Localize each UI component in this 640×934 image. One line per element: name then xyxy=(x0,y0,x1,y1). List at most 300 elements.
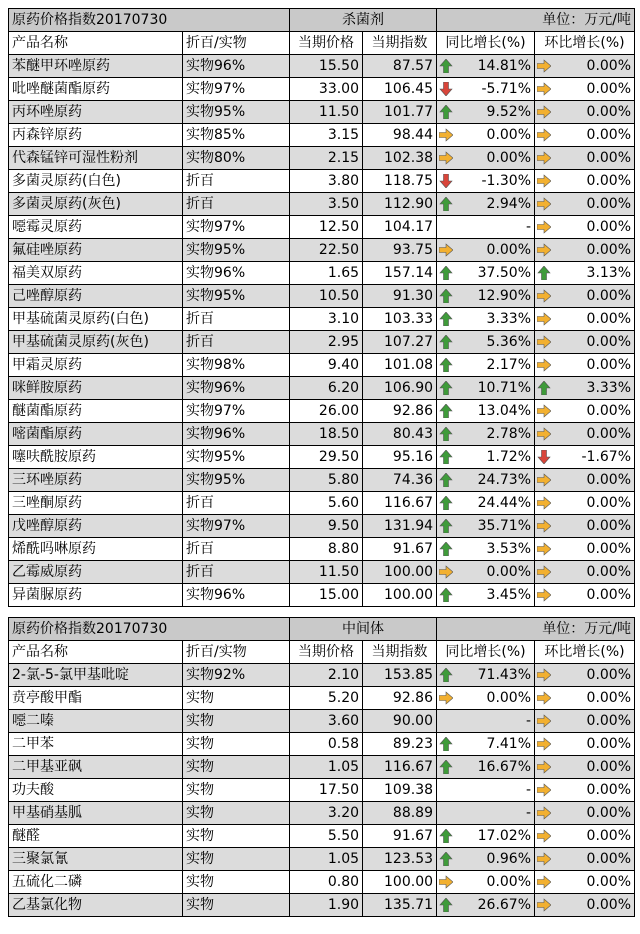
product-type: 实物96% xyxy=(183,262,290,285)
arrow-right-icon xyxy=(537,496,551,510)
current-price: 1.05 xyxy=(290,756,363,779)
yoy-cell xyxy=(437,687,535,710)
mom-value: 0.00% xyxy=(586,828,632,844)
yoy-cell xyxy=(437,308,535,331)
yoy-cell xyxy=(437,469,535,492)
current-index: 101.08 xyxy=(363,354,437,377)
arrow-up-icon xyxy=(439,266,453,280)
table-row xyxy=(9,733,635,756)
product-type: 实物85% xyxy=(183,124,290,147)
yoy-value: 7.41% xyxy=(486,736,532,752)
current-price: 29.50 xyxy=(290,446,363,469)
current-index: 135.71 xyxy=(363,894,437,917)
product-type: 实物96% xyxy=(183,55,290,78)
current-price: 5.60 xyxy=(290,492,363,515)
product-type: 实物 xyxy=(183,756,290,779)
mom-cell xyxy=(535,124,635,147)
mom-cell xyxy=(535,262,635,285)
current-price: 18.50 xyxy=(290,423,363,446)
yoy-value: - xyxy=(525,219,532,235)
product-type: 实物 xyxy=(183,687,290,710)
current-price: 3.20 xyxy=(290,802,363,825)
arrow-up-icon xyxy=(439,473,453,487)
mom-cell xyxy=(535,515,635,538)
mom-value: 0.00% xyxy=(586,150,632,166)
mom-cell xyxy=(535,584,635,607)
yoy-value: 2.17% xyxy=(486,357,532,373)
table-title-row xyxy=(9,618,635,641)
current-index: 91.67 xyxy=(363,825,437,848)
product-name: 咪鲜胺原药 xyxy=(9,377,183,400)
product-type: 折百 xyxy=(183,331,290,354)
arrow-up-icon xyxy=(439,898,453,912)
arrow-right-icon xyxy=(537,174,551,188)
arrow-right-icon xyxy=(537,59,551,73)
arrow-up-icon xyxy=(439,852,453,866)
product-type: 实物80% xyxy=(183,147,290,170)
column-header: 同比增长(%) xyxy=(437,641,535,664)
product-name: 戊唑醇原药 xyxy=(9,515,183,538)
yoy-value: - xyxy=(525,713,532,729)
arrow-up-icon xyxy=(439,427,453,441)
product-name: 噻呋酰胺原药 xyxy=(9,446,183,469)
current-price: 9.50 xyxy=(290,515,363,538)
yoy-cell xyxy=(437,825,535,848)
yoy-value: -5.71% xyxy=(481,81,532,97)
table-title-row xyxy=(9,9,635,32)
mom-value: 3.33% xyxy=(586,380,632,396)
arrow-right-icon xyxy=(537,105,551,119)
mom-cell xyxy=(535,55,635,78)
product-name: 二甲苯 xyxy=(9,733,183,756)
mom-value: 0.00% xyxy=(586,782,632,798)
arrow-up-icon xyxy=(439,289,453,303)
table-row xyxy=(9,239,635,262)
yoy-cell xyxy=(437,354,535,377)
current-index: 123.53 xyxy=(363,848,437,871)
mom-value: 0.00% xyxy=(586,713,632,729)
arrow-up-icon xyxy=(439,760,453,774)
arrow-up-icon xyxy=(439,829,453,843)
yoy-cell xyxy=(437,377,535,400)
current-price: 3.60 xyxy=(290,710,363,733)
product-name: 代森锰锌可湿性粉剂 xyxy=(9,147,183,170)
yoy-value: 0.96% xyxy=(486,851,532,867)
current-price: 9.40 xyxy=(290,354,363,377)
yoy-value: 5.36% xyxy=(486,334,532,350)
current-index: 100.00 xyxy=(363,584,437,607)
current-index: 112.90 xyxy=(363,193,437,216)
table-row xyxy=(9,285,635,308)
table-row xyxy=(9,147,635,170)
arrow-right-icon xyxy=(537,852,551,866)
mom-value: 3.13% xyxy=(586,265,632,281)
yoy-value: 71.43% xyxy=(477,667,532,683)
current-price: 2.95 xyxy=(290,331,363,354)
current-price: 2.15 xyxy=(290,147,363,170)
product-name: 噁霉灵原药 xyxy=(9,216,183,239)
price-index-document xyxy=(8,8,634,917)
product-name: 异菌脲原药 xyxy=(9,584,183,607)
mom-cell xyxy=(535,802,635,825)
mom-value: 0.00% xyxy=(586,690,632,706)
current-price: 3.50 xyxy=(290,193,363,216)
arrow-up-icon xyxy=(439,668,453,682)
product-type: 实物 xyxy=(183,733,290,756)
arrow-right-icon xyxy=(537,519,551,533)
current-index: 106.45 xyxy=(363,78,437,101)
mom-cell xyxy=(535,825,635,848)
table-row xyxy=(9,492,635,515)
product-name: 己唑醇原药 xyxy=(9,285,183,308)
table-row xyxy=(9,848,635,871)
yoy-cell xyxy=(437,124,535,147)
table-intermediates xyxy=(8,617,635,917)
yoy-cell xyxy=(437,561,535,584)
product-name: 福美双原药 xyxy=(9,262,183,285)
arrow-down-icon xyxy=(439,82,453,96)
arrow-right-icon xyxy=(537,197,551,211)
current-price: 11.50 xyxy=(290,101,363,124)
column-header: 同比增长(%) xyxy=(437,32,535,55)
table-row xyxy=(9,55,635,78)
product-name: 多菌灵原药(白色) xyxy=(9,170,183,193)
yoy-cell xyxy=(437,733,535,756)
arrow-right-icon xyxy=(537,588,551,602)
product-type: 折百 xyxy=(183,538,290,561)
column-header: 折百/实物 xyxy=(183,32,290,55)
table-fungicides xyxy=(8,8,635,607)
column-header: 产品名称 xyxy=(9,32,183,55)
mom-value: 0.00% xyxy=(586,219,632,235)
mom-cell xyxy=(535,733,635,756)
product-type: 实物96% xyxy=(183,377,290,400)
product-type: 折百 xyxy=(183,492,290,515)
mom-cell xyxy=(535,664,635,687)
mom-value: 0.00% xyxy=(586,242,632,258)
table-unit: 单位：万元/吨 xyxy=(437,9,635,32)
mom-cell xyxy=(535,779,635,802)
product-name: 吡唑醚菌酯原药 xyxy=(9,78,183,101)
yoy-cell xyxy=(437,756,535,779)
product-type: 实物97% xyxy=(183,78,290,101)
arrow-right-icon xyxy=(439,691,453,705)
current-price: 3.10 xyxy=(290,308,363,331)
mom-cell xyxy=(535,193,635,216)
mom-cell xyxy=(535,423,635,446)
product-name: 醚醛 xyxy=(9,825,183,848)
arrow-up-icon xyxy=(439,381,453,395)
yoy-cell xyxy=(437,710,535,733)
arrow-right-icon xyxy=(537,243,551,257)
mom-cell xyxy=(535,446,635,469)
mom-cell xyxy=(535,101,635,124)
arrow-up-icon xyxy=(537,381,551,395)
table-row xyxy=(9,170,635,193)
current-index: 91.67 xyxy=(363,538,437,561)
current-index: 103.33 xyxy=(363,308,437,331)
mom-cell xyxy=(535,469,635,492)
arrow-right-icon xyxy=(537,427,551,441)
product-name: 甲基硝基胍 xyxy=(9,802,183,825)
table-row xyxy=(9,446,635,469)
table-unit: 单位：万元/吨 xyxy=(437,618,635,641)
arrow-right-icon xyxy=(439,151,453,165)
mom-cell xyxy=(535,492,635,515)
mom-value: 0.00% xyxy=(586,759,632,775)
product-name: 三聚氯氰 xyxy=(9,848,183,871)
yoy-cell xyxy=(437,446,535,469)
arrow-right-icon xyxy=(537,151,551,165)
arrow-right-icon xyxy=(537,737,551,751)
yoy-value: 3.33% xyxy=(486,311,532,327)
arrow-right-icon xyxy=(537,875,551,889)
arrow-up-icon xyxy=(439,588,453,602)
table-row xyxy=(9,687,635,710)
table-row xyxy=(9,825,635,848)
current-index: 106.90 xyxy=(363,377,437,400)
yoy-value: 0.00% xyxy=(486,242,532,258)
table-row xyxy=(9,400,635,423)
column-header: 环比增长(%) xyxy=(535,641,635,664)
mom-cell xyxy=(535,308,635,331)
mom-cell xyxy=(535,170,635,193)
table-gap xyxy=(8,607,634,617)
yoy-value: - xyxy=(525,782,532,798)
arrow-right-icon xyxy=(537,783,551,797)
current-index: 87.57 xyxy=(363,55,437,78)
table-row xyxy=(9,664,635,687)
yoy-cell xyxy=(437,779,535,802)
arrow-right-icon xyxy=(537,473,551,487)
yoy-cell xyxy=(437,78,535,101)
current-price: 3.80 xyxy=(290,170,363,193)
mom-value: 0.00% xyxy=(586,81,632,97)
yoy-value: 13.04% xyxy=(477,403,532,419)
column-header: 当期指数 xyxy=(363,32,437,55)
yoy-value: 0.00% xyxy=(486,564,532,580)
arrow-right-icon xyxy=(537,289,551,303)
yoy-value: 9.52% xyxy=(486,104,532,120)
yoy-cell xyxy=(437,538,535,561)
product-name: 三环唑原药 xyxy=(9,469,183,492)
yoy-value: 1.72% xyxy=(486,449,532,465)
product-type: 折百 xyxy=(183,193,290,216)
current-price: 8.80 xyxy=(290,538,363,561)
mom-value: 0.00% xyxy=(586,127,632,143)
product-name: 醚菌酯原药 xyxy=(9,400,183,423)
product-type: 实物 xyxy=(183,848,290,871)
yoy-value: 37.50% xyxy=(477,265,532,281)
yoy-cell xyxy=(437,170,535,193)
current-index: 102.38 xyxy=(363,147,437,170)
yoy-cell xyxy=(437,55,535,78)
yoy-value: 35.71% xyxy=(477,518,532,534)
current-price: 11.50 xyxy=(290,561,363,584)
current-index: 98.44 xyxy=(363,124,437,147)
product-type: 实物92% xyxy=(183,664,290,687)
yoy-value: 10.71% xyxy=(477,380,532,396)
arrow-up-icon xyxy=(439,737,453,751)
arrow-down-icon xyxy=(439,174,453,188)
product-name: 功夫酸 xyxy=(9,779,183,802)
product-name: 五硫化二磷 xyxy=(9,871,183,894)
arrow-up-icon xyxy=(439,404,453,418)
current-index: 100.00 xyxy=(363,871,437,894)
product-name: 二甲基亚砜 xyxy=(9,756,183,779)
product-type: 实物98% xyxy=(183,354,290,377)
yoy-cell xyxy=(437,664,535,687)
table-row xyxy=(9,802,635,825)
arrow-up-icon xyxy=(439,450,453,464)
table-row xyxy=(9,124,635,147)
yoy-value: 0.00% xyxy=(486,127,532,143)
yoy-value: 24.73% xyxy=(477,472,532,488)
product-type: 实物95% xyxy=(183,469,290,492)
product-type: 实物95% xyxy=(183,285,290,308)
yoy-cell xyxy=(437,101,535,124)
current-index: 80.43 xyxy=(363,423,437,446)
current-price: 2.10 xyxy=(290,664,363,687)
current-price: 10.50 xyxy=(290,285,363,308)
product-name: 甲基硫菌灵原药(白色) xyxy=(9,308,183,331)
yoy-cell xyxy=(437,193,535,216)
column-header-row xyxy=(9,32,635,55)
column-header: 环比增长(%) xyxy=(535,32,635,55)
yoy-value: 24.44% xyxy=(477,495,532,511)
mom-value: 0.00% xyxy=(586,196,632,212)
table-row xyxy=(9,561,635,584)
current-price: 6.20 xyxy=(290,377,363,400)
arrow-right-icon xyxy=(537,128,551,142)
product-type: 实物95% xyxy=(183,239,290,262)
product-name: 甲霜灵原药 xyxy=(9,354,183,377)
mom-cell xyxy=(535,561,635,584)
arrow-right-icon xyxy=(537,898,551,912)
mom-value: 0.00% xyxy=(586,897,632,913)
product-type: 折百 xyxy=(183,170,290,193)
arrow-up-icon xyxy=(439,105,453,119)
yoy-value: 12.90% xyxy=(477,288,532,304)
mom-value: 0.00% xyxy=(586,104,632,120)
arrow-right-icon xyxy=(537,806,551,820)
current-index: 153.85 xyxy=(363,664,437,687)
yoy-cell xyxy=(437,515,535,538)
arrow-up-icon xyxy=(537,266,551,280)
arrow-right-icon xyxy=(439,243,453,257)
table-category: 杀菌剂 xyxy=(290,9,437,32)
column-header: 当期指数 xyxy=(363,641,437,664)
arrow-right-icon xyxy=(537,714,551,728)
yoy-cell xyxy=(437,584,535,607)
arrow-up-icon xyxy=(439,496,453,510)
yoy-cell xyxy=(437,239,535,262)
arrow-right-icon xyxy=(537,668,551,682)
product-name: 甲基硫菌灵原药(灰色) xyxy=(9,331,183,354)
current-index: 91.30 xyxy=(363,285,437,308)
mom-value: 0.00% xyxy=(586,736,632,752)
table-title: 原药价格指数20170730 xyxy=(9,618,290,641)
arrow-right-icon xyxy=(537,760,551,774)
mom-value: 0.00% xyxy=(586,874,632,890)
table-row xyxy=(9,779,635,802)
mom-cell xyxy=(535,239,635,262)
mom-value: -1.67% xyxy=(581,449,632,465)
mom-cell xyxy=(535,331,635,354)
product-name: 苯醚甲环唑原药 xyxy=(9,55,183,78)
table-row xyxy=(9,78,635,101)
current-price: 1.90 xyxy=(290,894,363,917)
yoy-cell xyxy=(437,802,535,825)
current-price: 1.05 xyxy=(290,848,363,871)
yoy-cell xyxy=(437,871,535,894)
yoy-cell xyxy=(437,216,535,239)
current-index: 92.86 xyxy=(363,687,437,710)
table-row xyxy=(9,193,635,216)
arrow-up-icon xyxy=(439,358,453,372)
table-row xyxy=(9,756,635,779)
yoy-value: 0.00% xyxy=(486,874,532,890)
product-type: 实物97% xyxy=(183,216,290,239)
table-row xyxy=(9,871,635,894)
mom-value: 0.00% xyxy=(586,334,632,350)
arrow-right-icon xyxy=(439,565,453,579)
mom-value: 0.00% xyxy=(586,173,632,189)
current-index: 92.86 xyxy=(363,400,437,423)
current-price: 22.50 xyxy=(290,239,363,262)
yoy-cell xyxy=(437,848,535,871)
table-category: 中间体 xyxy=(290,618,437,641)
yoy-value: 17.02% xyxy=(477,828,532,844)
current-price: 5.20 xyxy=(290,687,363,710)
yoy-value: 2.78% xyxy=(486,426,532,442)
arrow-up-icon xyxy=(439,335,453,349)
mom-value: 0.00% xyxy=(586,587,632,603)
table-title: 原药价格指数20170730 xyxy=(9,9,290,32)
current-index: 157.14 xyxy=(363,262,437,285)
mom-value: 0.00% xyxy=(586,541,632,557)
current-price: 1.65 xyxy=(290,262,363,285)
table-body xyxy=(9,618,635,917)
current-index: 118.75 xyxy=(363,170,437,193)
arrow-right-icon xyxy=(537,335,551,349)
product-type: 实物 xyxy=(183,871,290,894)
arrow-right-icon xyxy=(537,358,551,372)
arrow-right-icon xyxy=(537,404,551,418)
yoy-cell xyxy=(437,894,535,917)
mom-value: 0.00% xyxy=(586,288,632,304)
current-price: 5.50 xyxy=(290,825,363,848)
product-type: 实物 xyxy=(183,825,290,848)
product-name: 多菌灵原药(灰色) xyxy=(9,193,183,216)
table-row xyxy=(9,216,635,239)
mom-cell xyxy=(535,538,635,561)
arrow-right-icon xyxy=(537,565,551,579)
current-price: 12.50 xyxy=(290,216,363,239)
current-index: 100.00 xyxy=(363,561,437,584)
column-header: 当期价格 xyxy=(290,32,363,55)
mom-cell xyxy=(535,848,635,871)
mom-cell xyxy=(535,354,635,377)
table-body xyxy=(9,9,635,607)
yoy-value: 3.53% xyxy=(486,541,532,557)
product-type: 折百 xyxy=(183,308,290,331)
current-index: 104.17 xyxy=(363,216,437,239)
product-name: 嘧菌酯原药 xyxy=(9,423,183,446)
mom-value: 0.00% xyxy=(586,357,632,373)
arrow-up-icon xyxy=(439,197,453,211)
yoy-value: 2.94% xyxy=(486,196,532,212)
